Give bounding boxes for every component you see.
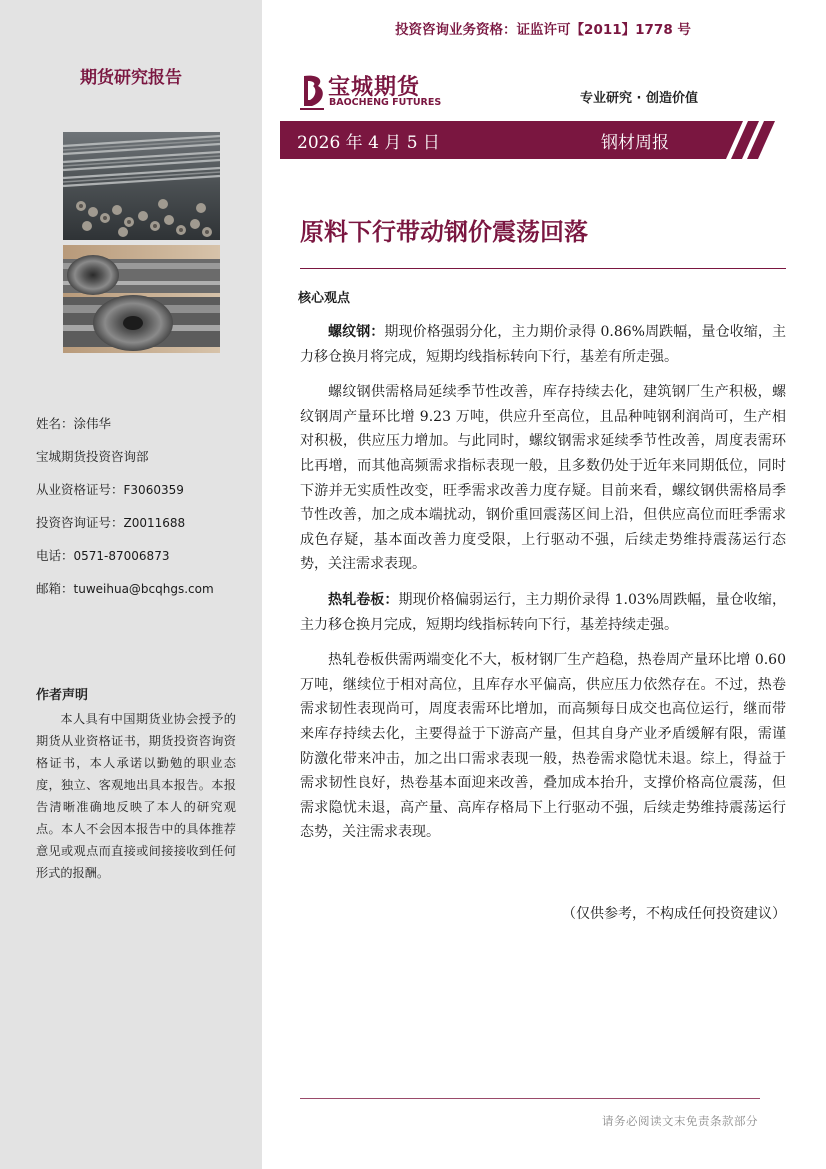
sidebar (0, 0, 262, 1169)
section-title: 核心观点 (298, 291, 351, 306)
company-logo (298, 72, 448, 112)
headline-divider (300, 268, 786, 269)
declaration-title: 作者声明 (36, 688, 89, 703)
email-address: 邮箱：tuweihua@bcqhgs.com (36, 581, 214, 596)
hrc-lead: 热轧卷板： (328, 591, 399, 608)
headline: 原料下行带动钢价震荡回落 (300, 218, 588, 246)
rebar-detail: 螺纹钢供需格局延续季节性改善，库存持续去化，建筑钢厂生产积极，螺纹钢周产量环比增 9.23 万吨，供应升至高位，且品种吨钢利润尚可，生产相对积极，供应压力增加。与此同时，螺纹钢需求延续季节性改善，周度表需环比再增，而其他高频需求指标表现一般，且多数仍处于近年来同期低位，同时下游并无实质性改变，旺季需求改善力度存疑。目前来看，螺纹钢供需格局季节性改善，加之成本端扰动，钢价重回震荡区间上沿，但供应高位而旺季需求成色存疑，基本面改善力度受限，上行驱动不强，后续走势维持震荡运行态势，关注需求表现。 (300, 384, 786, 573)
logo-mark-icon (298, 72, 328, 112)
hrc-detail: 热轧卷板供需两端变化不大，板材钢厂生产趋稳，热卷周产量环比增 0.60 万吨，继续位于相对高位，且库存水平偏高，供应压力依然存在。不过，热卷需求韧性表现尚可，周度表需环比增加，而高频每日成交也高位运行，继而带来库存持续去化，主要得益于下游高产量，但其自身产业矛盾缓解有限，需谨防激化带来冲击，加之出口需求表现一般，热卷需求隐忧未退。综上，得益于需求韧性良好，热卷基本面迎来改善，叠加成本抬升，支撑价格高位震荡，但需求隐忧未退，高产量、高库存格局下上行驱动不强，后续走势维持震荡运行态势，关注需求表现。 (300, 652, 786, 841)
report-body (300, 320, 786, 856)
report-name: 钢材周报 (601, 133, 669, 153)
analyst-name: 姓名：涂伟华 (36, 416, 112, 431)
hrc-summary: 热轧卷板：期现价格偏弱运行，主力期价录得 1.03%周跌幅，量仓收缩，主力移仓换月完成，短期均线指标转向下行，基差持续走强。 (300, 591, 786, 633)
report-date: 2026 年 4 月 5 日 (297, 133, 440, 153)
qualification-line: 投资咨询业务资格：证监许可【2011】1778 号 (395, 22, 691, 38)
analyst-contact (36, 416, 246, 614)
slogan: 专业研究 · 创造价值 (580, 91, 698, 106)
steel-coil-photo (63, 245, 220, 353)
phone-number: 电话：0571-87006873 (36, 548, 170, 563)
inline-disclaimer: （仅供参考，不构成任何投资建议） (562, 906, 786, 922)
declaration-text: 本人具有中国期货业协会授予的期货从业资格证书，期货投资咨询资格证书，本人承诺以勤勉的职业态度，独立、客观地出具本报告。本报告清晰准确地反映了本人的研究观点。本人不会因本报告中的具体推荐意见或观点而直接或间接接收到任何形式的报酬。 (36, 712, 236, 880)
logo-chinese-name: 宝城期货 (328, 74, 421, 100)
footer-note: 请务必阅读文末免责条款部分 (602, 1114, 758, 1128)
logo-english-name: BAOCHENG FUTURES (329, 97, 442, 108)
rebar-photo (63, 132, 220, 240)
advisory-number: 投资咨询证号：Z0011688 (36, 515, 186, 530)
footer-divider (300, 1098, 760, 1099)
department: 宝城期货投资咨询部 (36, 449, 149, 464)
rebar-summary: 螺纹钢：期现价格强弱分化，主力期价录得 0.86%周跌幅，量仓收缩，主力移仓换月将完成，短期均线指标转向下行，基差有所走强。 (300, 324, 786, 365)
license-number: 从业资格证号：F3060359 (36, 482, 184, 497)
rebar-lead: 螺纹钢： (328, 324, 385, 340)
report-type-label: 期货研究报告 (80, 68, 182, 88)
